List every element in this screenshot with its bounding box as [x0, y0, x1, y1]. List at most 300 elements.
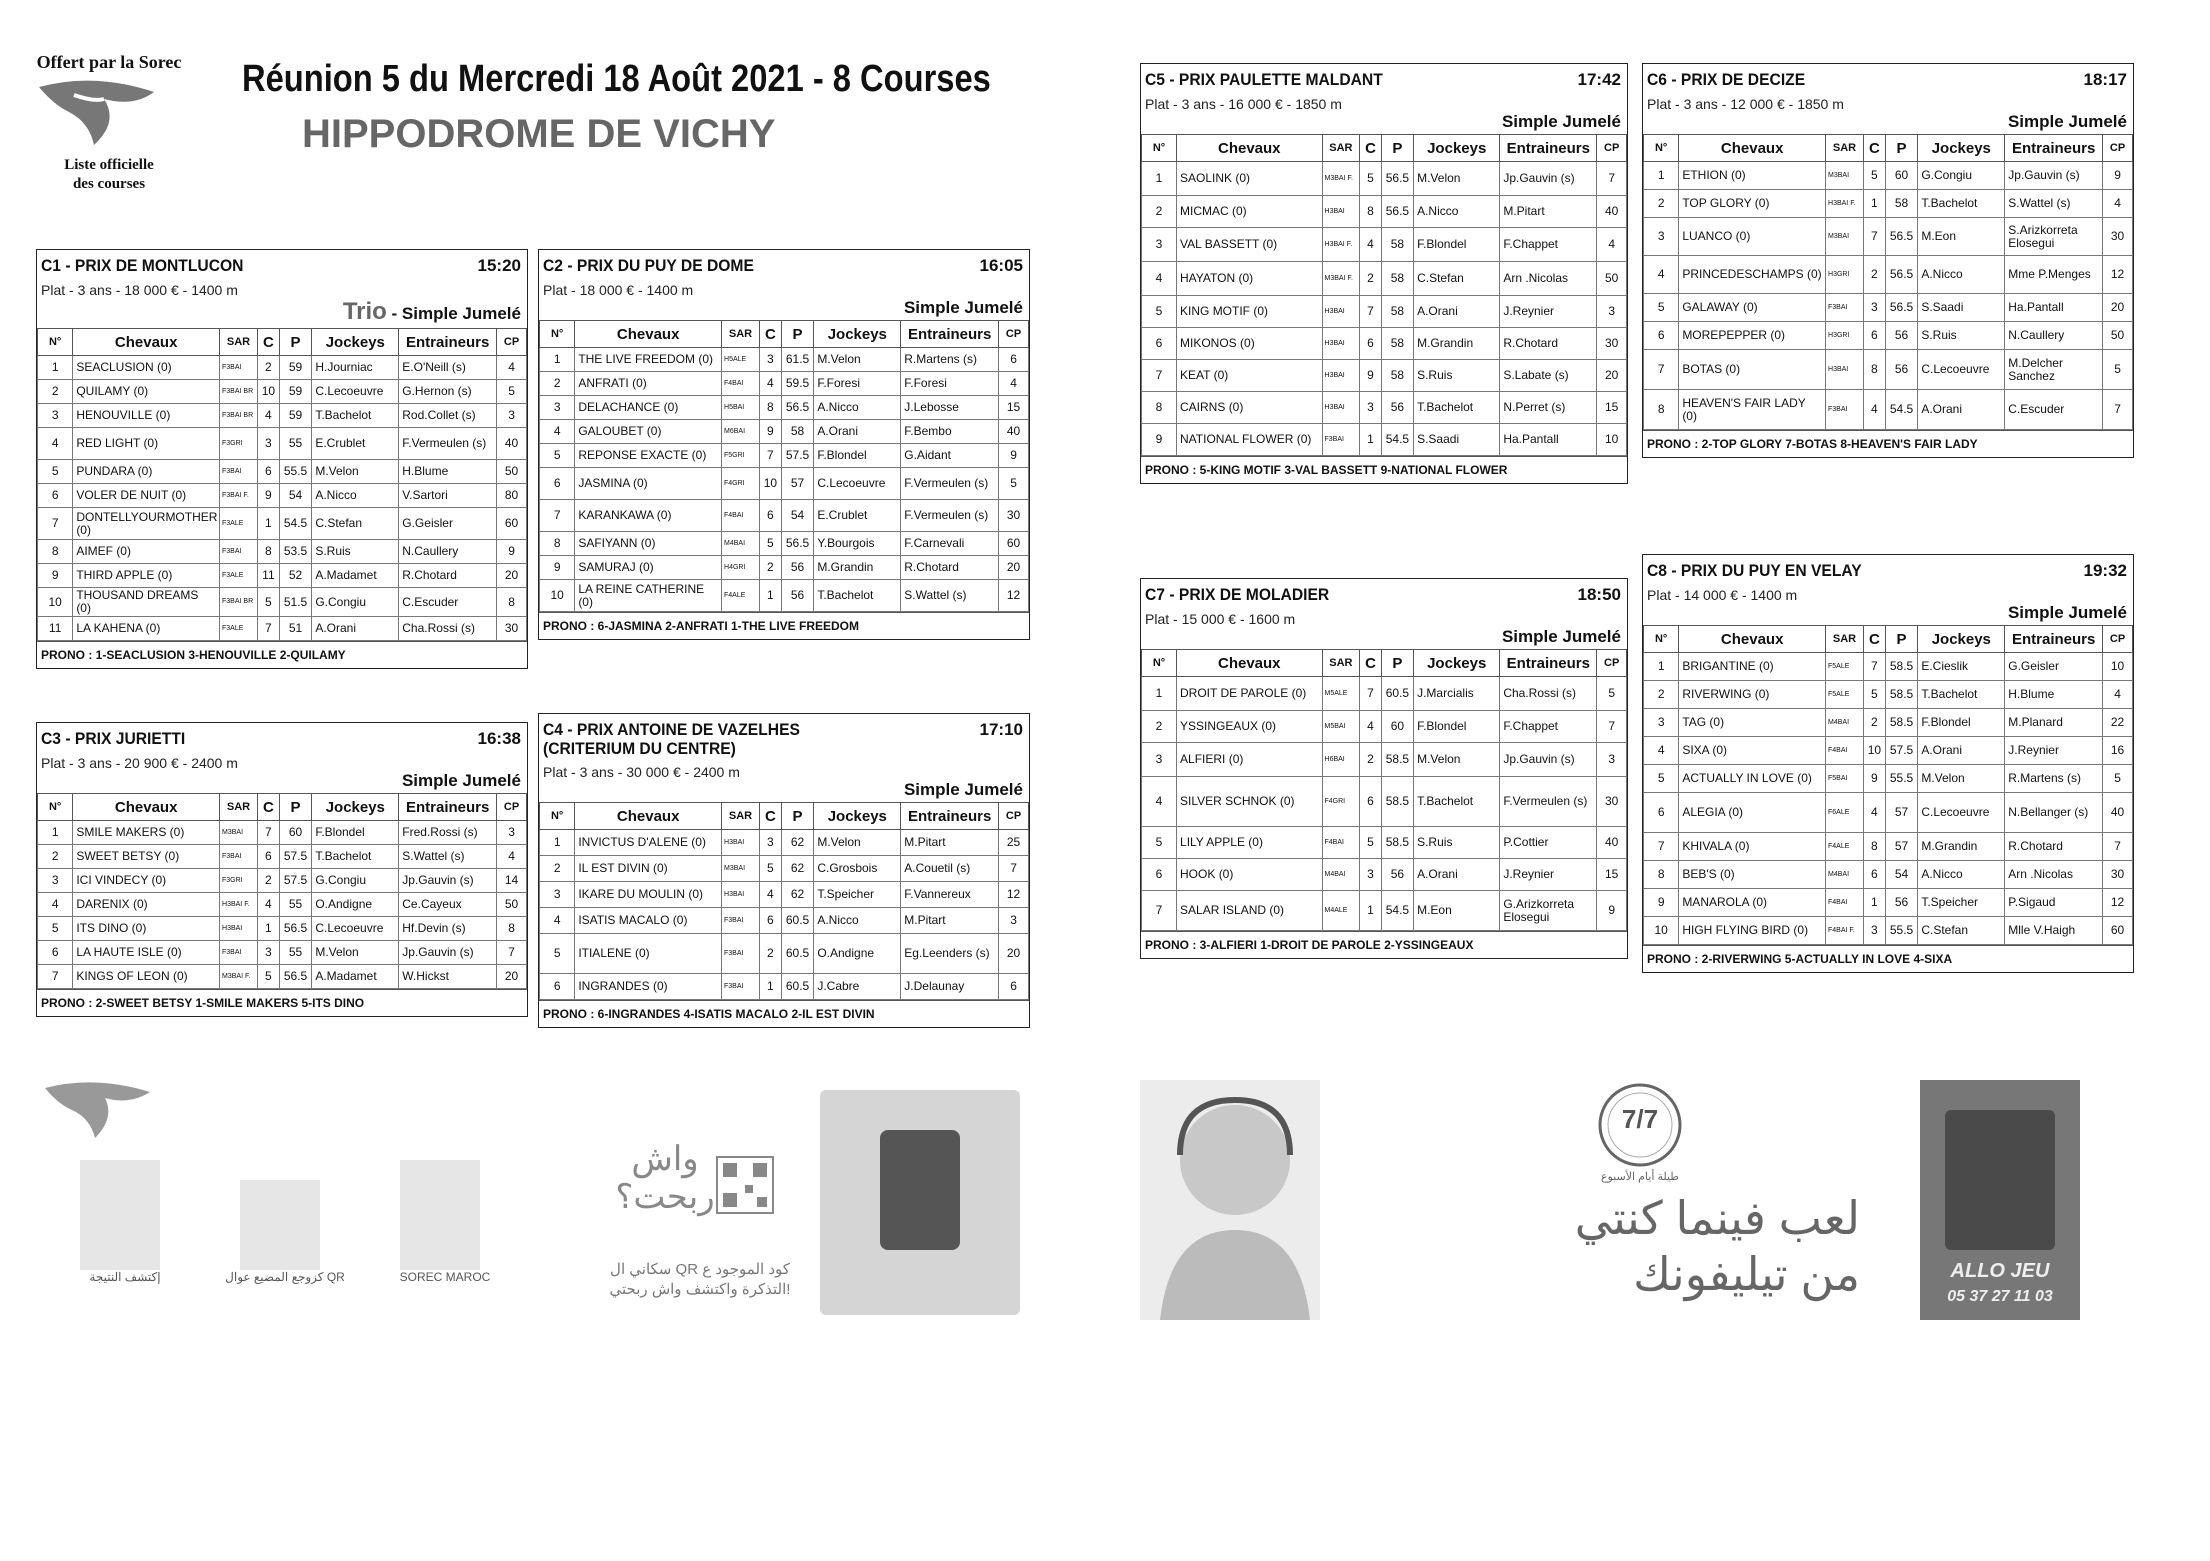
column-header: C — [1360, 135, 1382, 162]
sar-code: F4BAI — [1826, 737, 1864, 765]
race-time: 19:32 — [2083, 561, 2127, 580]
weight: 60 — [1885, 162, 1918, 190]
cote: 30 — [1597, 328, 1627, 360]
runner-number: 9 — [1142, 424, 1177, 456]
sar-code: F3BAI — [1322, 424, 1360, 456]
weight: 58.5 — [1381, 827, 1413, 859]
column-header: P — [1381, 650, 1413, 677]
stall: 11 — [258, 564, 280, 588]
runner-number: 6 — [1644, 322, 1679, 350]
column-header: Jockeys — [1414, 135, 1500, 162]
trainer: F.Carnevali — [901, 532, 999, 556]
jockey: T.Bachelot — [1414, 777, 1500, 827]
sar-code: M4BAI — [1322, 859, 1360, 891]
sar-code: F4BAI F. — [1826, 917, 1864, 945]
race-header — [1643, 64, 2133, 90]
runner-number: 8 — [1644, 861, 1679, 889]
horse-name: KHIVALA (0) — [1679, 833, 1826, 861]
jockey: A.Nicco — [814, 396, 901, 420]
prono: PRONO : 2-RIVERWING 5-ACTUALLY IN LOVE 4-SIXA — [1643, 945, 2133, 972]
runner-number: 7 — [540, 500, 575, 532]
race-title: C6 - PRIX DE DECIZE — [1647, 70, 1806, 89]
column-header: P — [279, 794, 312, 821]
runner-number: 7 — [1644, 350, 1679, 390]
table-row — [1142, 891, 1627, 931]
cote: 5 — [2103, 350, 2133, 390]
cote: 3 — [1597, 743, 1627, 777]
column-header: Entraineurs — [2005, 626, 2103, 653]
horse-name: HEAVEN'S FAIR LADY (0) — [1679, 390, 1826, 430]
runner-number: 6 — [540, 974, 575, 1000]
bet-simple-jumele: Simple Jumelé — [401, 771, 521, 790]
table-row — [540, 882, 1029, 908]
trainer: M.Planard — [2005, 709, 2103, 737]
stall: 6 — [760, 908, 782, 934]
prono: PRONO : 6-JASMINA 2-ANFRATI 1-THE LIVE FREEDOM — [539, 612, 1029, 639]
trainer: F.Vannereux — [901, 882, 999, 908]
horse-name: RED LIGHT (0) — [73, 428, 220, 460]
weight: 58 — [1381, 360, 1413, 392]
race-header — [1643, 555, 2133, 581]
sar-code: F3BAI — [1826, 294, 1864, 322]
column-header: C — [760, 803, 782, 830]
table-row — [1142, 392, 1627, 424]
runner-number: 2 — [540, 856, 575, 882]
jockey: C.Stefan — [312, 508, 399, 540]
stall: 7 — [258, 617, 280, 641]
jockey: C.Stefan — [1918, 917, 2005, 945]
weight: 51 — [279, 617, 312, 641]
trainer: H.Blume — [2005, 681, 2103, 709]
table-row — [1142, 711, 1627, 743]
trainer: H.Blume — [399, 460, 497, 484]
horse-name: SAMURAJ (0) — [575, 556, 722, 580]
jockey: E.Cieslik — [1918, 653, 2005, 681]
race-header — [37, 723, 527, 749]
column-header: N° — [1644, 135, 1679, 162]
qr-caption-1: سكاني ال QR كود الموجود ع — [610, 1261, 790, 1278]
table-header-row — [1644, 626, 2133, 653]
weight: 58.5 — [1885, 681, 1918, 709]
horse-name: ISATIS MACALO (0) — [575, 908, 722, 934]
jockey: T.Bachelot — [1918, 190, 2005, 218]
sar-code: F3BAI — [220, 941, 258, 965]
horse-name: PUNDARA (0) — [73, 460, 220, 484]
table-row — [1644, 765, 2133, 793]
column-header: SAR — [1322, 135, 1360, 162]
column-header: SAR — [220, 794, 258, 821]
sar-code: M3BAI — [722, 856, 760, 882]
weight: 54 — [1885, 861, 1918, 889]
trainer: M.Pitart — [901, 908, 999, 934]
weight: 60.5 — [1381, 677, 1413, 711]
cote: 9 — [1597, 891, 1627, 931]
table-row — [1142, 424, 1627, 456]
stall: 5 — [1864, 681, 1886, 709]
horse-name: IL EST DIVIN (0) — [575, 856, 722, 882]
runner-number: 2 — [1142, 711, 1177, 743]
horse-name: PRINCEDESCHAMPS (0) — [1679, 256, 1826, 294]
runner-number: 8 — [1644, 390, 1679, 430]
column-header: Entraineurs — [1500, 135, 1597, 162]
weight: 58 — [1381, 328, 1413, 360]
cote: 8 — [497, 917, 527, 941]
cote: 10 — [1597, 424, 1627, 456]
sar-code: M4ALE — [1322, 891, 1360, 931]
bet-types — [37, 298, 527, 328]
sar-code: H3BAI — [722, 882, 760, 908]
stall: 4 — [258, 893, 280, 917]
stall: 4 — [760, 372, 782, 396]
runner-number: 7 — [38, 965, 73, 989]
weight: 52 — [279, 564, 312, 588]
sar-code: F3BAI — [722, 934, 760, 974]
horse-name: SALAR ISLAND (0) — [1177, 891, 1323, 931]
column-header: Entraineurs — [901, 321, 999, 348]
weight: 57 — [781, 468, 814, 500]
cote: 20 — [1597, 360, 1627, 392]
runner-number: 1 — [1644, 162, 1679, 190]
table-row — [1644, 256, 2133, 294]
jockey: C.Lecoeuvre — [1918, 350, 2005, 390]
column-header: CP — [2103, 135, 2133, 162]
promo-caption-1: إكتشف النتيجة — [89, 1270, 161, 1284]
horse-name: KEAT (0) — [1177, 360, 1323, 392]
stall: 5 — [258, 965, 280, 989]
stall: 3 — [1360, 859, 1382, 891]
weight: 56.5 — [1381, 196, 1413, 228]
jockey: A.Nicco — [312, 484, 399, 508]
stall: 9 — [760, 420, 782, 444]
horse-name: VOLER DE NUIT (0) — [73, 484, 220, 508]
table-row — [1142, 360, 1627, 392]
sar-code: H3BAI — [1322, 392, 1360, 424]
sar-code: F3BAI — [220, 460, 258, 484]
race-time: 15:20 — [477, 256, 521, 275]
sar-code: F3BAI — [220, 540, 258, 564]
weight: 53.5 — [279, 540, 312, 564]
column-header: C — [1864, 135, 1886, 162]
cote: 40 — [497, 428, 527, 460]
table-row — [540, 856, 1029, 882]
qr-line-2: ربحت؟ — [615, 1178, 715, 1216]
stall: 5 — [1360, 162, 1382, 196]
horse-name: VAL BASSETT (0) — [1177, 228, 1323, 262]
trainer: S.Wattel (s) — [2005, 190, 2103, 218]
jockey: M.Velon — [312, 460, 399, 484]
trainer: Fred.Rossi (s) — [399, 821, 497, 845]
table-row — [38, 893, 527, 917]
runner-number: 1 — [1644, 653, 1679, 681]
trainer: G.Geisler — [399, 508, 497, 540]
race-card-c1 — [36, 249, 528, 669]
weight: 58.5 — [1885, 709, 1918, 737]
stall: 3 — [1864, 917, 1886, 945]
stall: 7 — [1864, 218, 1886, 256]
horse-name: TAG (0) — [1679, 709, 1826, 737]
sar-code: H5BAI — [722, 396, 760, 420]
trainer: C.Escuder — [2005, 390, 2103, 430]
trainer: S.Wattel (s) — [901, 580, 999, 612]
stall: 4 — [760, 882, 782, 908]
weight: 56 — [781, 580, 814, 612]
horse-name: LUANCO (0) — [1679, 218, 1826, 256]
sar-code: F6ALE — [1826, 793, 1864, 833]
jockey: A.Nicco — [1414, 196, 1500, 228]
horse-name: SWEET BETSY (0) — [73, 845, 220, 869]
weight: 60.5 — [781, 974, 814, 1000]
column-header: CP — [2103, 626, 2133, 653]
runner-number: 2 — [1142, 196, 1177, 228]
sar-code: H3GRI — [1826, 322, 1864, 350]
sar-code: F3BAI — [722, 974, 760, 1000]
table-row — [540, 348, 1029, 372]
horse-name: SAFIYANN (0) — [575, 532, 722, 556]
weight: 58.5 — [1381, 743, 1413, 777]
trainer: Mlle V.Haigh — [2005, 917, 2103, 945]
race-conditions: Plat - 15 000 € - 1600 m — [1145, 611, 1296, 627]
horse-name: MICMAC (0) — [1177, 196, 1323, 228]
race-header — [1141, 579, 1627, 605]
jockey: A.Nicco — [814, 908, 901, 934]
table-header-row — [38, 794, 527, 821]
race-title: C4 - PRIX ANTOINE DE VAZELHES (CRITERIUM DU CENTRE) — [543, 720, 800, 758]
weight: 58 — [1885, 190, 1918, 218]
column-header: P — [1381, 135, 1413, 162]
race-header — [1141, 64, 1627, 90]
trainer: R.Chotard — [2005, 833, 2103, 861]
stall: 6 — [258, 845, 280, 869]
trainer: A.Couetil (s) — [901, 856, 999, 882]
bet-trio: Trio — [342, 298, 387, 325]
jockey: M.Grandin — [814, 556, 901, 580]
table-row — [540, 500, 1029, 532]
column-header: Entraineurs — [399, 329, 497, 356]
table-row — [38, 380, 527, 404]
sar-code: F5ALE — [1826, 653, 1864, 681]
trainer: P.Sigaud — [2005, 889, 2103, 917]
cote: 4 — [2103, 681, 2133, 709]
stall: 8 — [760, 396, 782, 420]
trainer: N.Caullery — [2005, 322, 2103, 350]
table-row — [540, 396, 1029, 420]
runners-table — [37, 328, 527, 641]
cote: 16 — [2103, 737, 2133, 765]
column-header: Jockeys — [1414, 650, 1500, 677]
runner-number: 6 — [1142, 328, 1177, 360]
horse-name: SAOLINK (0) — [1177, 162, 1323, 196]
cote: 4 — [999, 372, 1029, 396]
horse-name: DARENIX (0) — [73, 893, 220, 917]
trainer: J.Lebosse — [901, 396, 999, 420]
cote: 9 — [2103, 162, 2133, 190]
runner-number: 5 — [1142, 827, 1177, 859]
stall: 2 — [258, 869, 280, 893]
table-row — [38, 564, 527, 588]
weight: 55.5 — [1885, 917, 1918, 945]
table-row — [38, 588, 527, 617]
trainer: Jp.Gauvin (s) — [1500, 743, 1597, 777]
runner-number: 7 — [38, 508, 73, 540]
race-header — [37, 250, 527, 276]
trainer: G.Aidant — [901, 444, 999, 468]
bet-simple-jumele: Simple Jumelé — [1501, 627, 1621, 646]
runners-table — [539, 802, 1029, 1000]
sar-code: F3BAI — [722, 908, 760, 934]
weight: 58 — [1381, 228, 1413, 262]
column-header: N° — [1142, 650, 1177, 677]
table-row — [1644, 653, 2133, 681]
column-header: N° — [38, 329, 73, 356]
trainer: W.Hickst — [399, 965, 497, 989]
weight: 54 — [781, 500, 814, 532]
stall: 5 — [1864, 162, 1886, 190]
cote: 30 — [999, 500, 1029, 532]
table-row — [1644, 889, 2133, 917]
horse-name: ETHION (0) — [1679, 162, 1826, 190]
phone-screen — [880, 1130, 960, 1250]
jockey: F.Blondel — [1414, 228, 1500, 262]
weight: 62 — [781, 856, 814, 882]
runner-number: 5 — [1644, 294, 1679, 322]
sar-code: M5ALE — [1322, 677, 1360, 711]
runners-table — [1141, 134, 1627, 456]
trainer: F.Chappet — [1500, 228, 1597, 262]
table-row — [1644, 294, 2133, 322]
sar-code: F5GRI — [722, 444, 760, 468]
weight: 60 — [1381, 711, 1413, 743]
race-time: 17:42 — [1577, 70, 1621, 89]
runner-number: 4 — [1644, 256, 1679, 294]
trainer: Arn .Nicolas — [1500, 262, 1597, 296]
table-row — [1644, 218, 2133, 256]
runner-number: 4 — [1142, 262, 1177, 296]
jockey: S.Saadi — [1918, 294, 2005, 322]
stall: 9 — [1360, 360, 1382, 392]
table-row — [540, 830, 1029, 856]
weight: 62 — [781, 830, 814, 856]
sar-code: F5ALE — [1826, 681, 1864, 709]
cote: 50 — [497, 893, 527, 917]
jockey: A.Orani — [1414, 859, 1500, 891]
trainer: M.Pitart — [1500, 196, 1597, 228]
stall: 7 — [1360, 296, 1382, 328]
table-header-row — [540, 803, 1029, 830]
cote: 7 — [2103, 390, 2133, 430]
jockey: A.Orani — [1918, 737, 2005, 765]
race-title: C1 - PRIX DE MONTLUCON — [41, 256, 244, 275]
cote: 7 — [1597, 711, 1627, 743]
runner-number: 6 — [38, 484, 73, 508]
weight: 59 — [279, 404, 312, 428]
stall: 6 — [760, 500, 782, 532]
stall: 5 — [1360, 827, 1382, 859]
horse-name: LA KAHENA (0) — [73, 617, 220, 641]
jockey: S.Ruis — [1918, 322, 2005, 350]
jockey: A.Madamet — [312, 965, 399, 989]
runner-number: 3 — [1644, 218, 1679, 256]
table-row — [1142, 228, 1627, 262]
race-conditions: Plat - 3 ans - 20 900 € - 2400 m — [41, 755, 238, 771]
runner-number: 1 — [1142, 162, 1177, 196]
bet-simple-jumele: - Simple Jumelé — [386, 304, 521, 323]
table-row — [1142, 196, 1627, 228]
cote: 12 — [999, 882, 1029, 908]
race-card-c8 — [1642, 554, 2134, 973]
table-row — [540, 468, 1029, 500]
horse-name: ICI VINDECY (0) — [73, 869, 220, 893]
bet-simple-jumele: Simple Jumelé — [2007, 112, 2127, 131]
trainer: F.Vermeulen (s) — [901, 468, 999, 500]
trainer: V.Sartori — [399, 484, 497, 508]
horse-name: INVICTUS D'ALENE (0) — [575, 830, 722, 856]
cote: 4 — [1597, 228, 1627, 262]
jockey: G.Congiu — [1918, 162, 2005, 190]
trainer: Jp.Gauvin (s) — [2005, 162, 2103, 190]
column-header: Chevaux — [575, 803, 722, 830]
runner-number: 3 — [38, 404, 73, 428]
column-header: Jockeys — [312, 329, 399, 356]
column-header: P — [781, 321, 814, 348]
column-header: Chevaux — [575, 321, 722, 348]
horse-name: ITIALENE (0) — [575, 934, 722, 974]
sar-code: F3BAI BR — [220, 588, 258, 617]
sar-code: H5ALE — [722, 348, 760, 372]
horse-name: RIVERWING (0) — [1679, 681, 1826, 709]
runners-table — [1643, 625, 2133, 945]
horse-name: AIMEF (0) — [73, 540, 220, 564]
table-row — [38, 917, 527, 941]
trainer: S.Arizkorreta Elosegui — [2005, 218, 2103, 256]
runner-number: 5 — [38, 460, 73, 484]
column-header: SAR — [722, 321, 760, 348]
sar-code: M3BAI — [1826, 218, 1864, 256]
runner-number: 3 — [1142, 228, 1177, 262]
weight: 56 — [1381, 859, 1413, 891]
horse-name: BRIGANTINE (0) — [1679, 653, 1826, 681]
runner-number: 8 — [1142, 392, 1177, 424]
weight: 57.5 — [1885, 737, 1918, 765]
trainer: S.Wattel (s) — [399, 845, 497, 869]
jockey: M.Eon — [1918, 218, 2005, 256]
cote: 20 — [497, 965, 527, 989]
table-row — [1142, 677, 1627, 711]
sar-code: F3ALE — [220, 508, 258, 540]
runner-number: 7 — [1644, 833, 1679, 861]
badge-subtext: طيلة أيام الأسبوع — [1600, 1171, 1680, 1183]
trainer: P.Cottier — [1500, 827, 1597, 859]
trainer: N.Caullery — [399, 540, 497, 564]
horse-name: KARANKAWA (0) — [575, 500, 722, 532]
table-row — [1142, 859, 1627, 891]
horse-name: SILVER SCHNOK (0) — [1177, 777, 1323, 827]
column-header: C — [258, 794, 280, 821]
column-header: P — [279, 329, 312, 356]
cote: 12 — [2103, 889, 2133, 917]
runner-number: 9 — [1644, 889, 1679, 917]
column-header: CP — [497, 794, 527, 821]
jockey: M.Velon — [1414, 162, 1500, 196]
sar-code: F4BAI — [1322, 827, 1360, 859]
cote: 20 — [497, 564, 527, 588]
table-row — [1142, 777, 1627, 827]
prono: PRONO : 5-KING MOTIF 3-VAL BASSETT 9-NATIONAL FLOWER — [1141, 456, 1627, 483]
promo-right — [1140, 1070, 2140, 1320]
stall: 3 — [760, 830, 782, 856]
cote: 40 — [1597, 827, 1627, 859]
cote: 4 — [2103, 190, 2133, 218]
horse-name: DELACHANCE (0) — [575, 396, 722, 420]
